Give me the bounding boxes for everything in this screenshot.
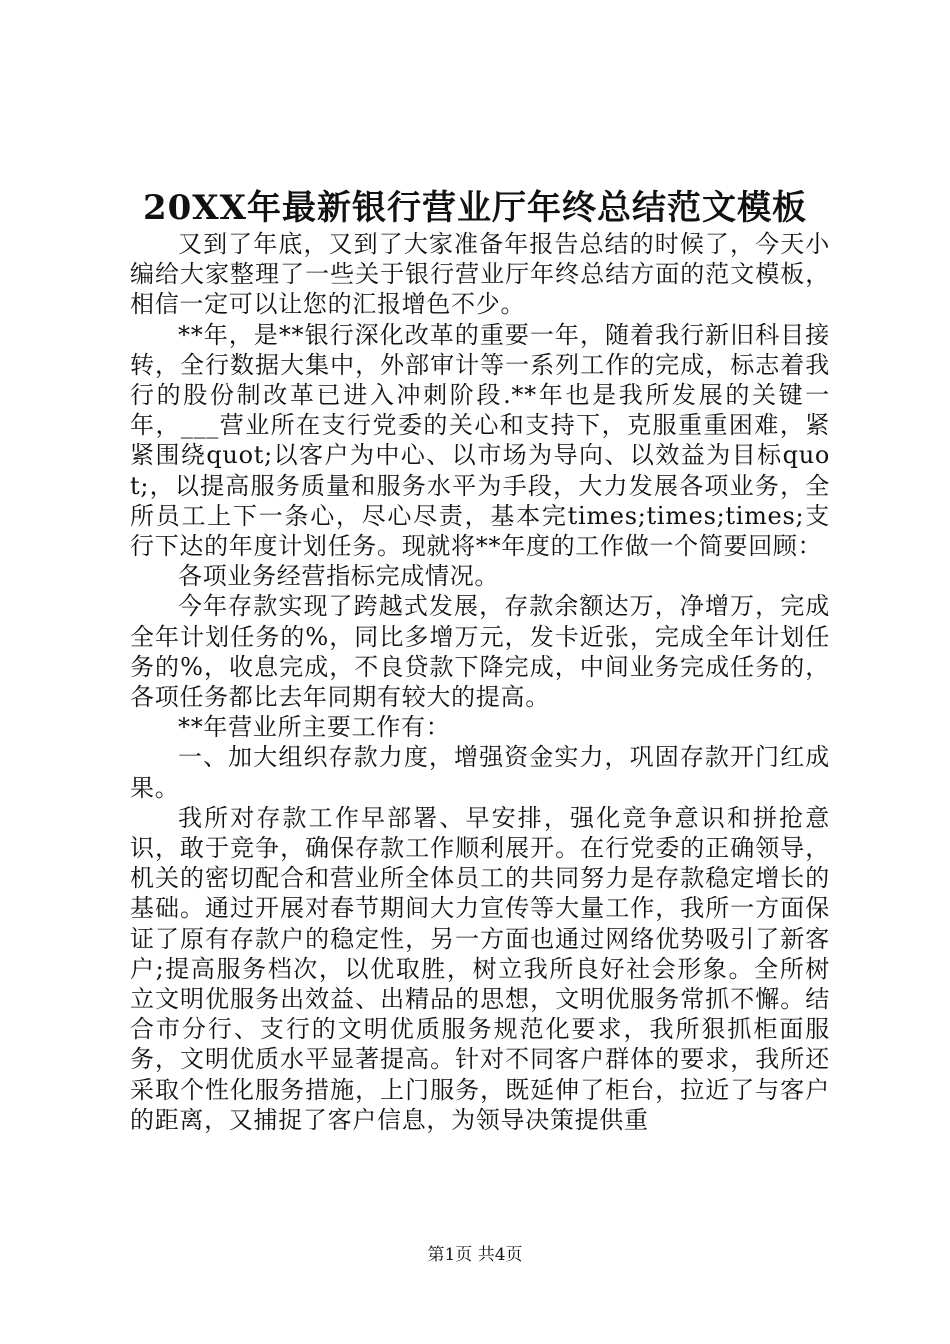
page-footer: 第1页 共4页 [427, 1245, 523, 1265]
paragraph-deposits: 今年存款实现了跨越式发展，存款余额达万，净增万，完成全年计划任务的%，同比多增万元，发卡近张，完成全年计划任务的%，收息完成，不良贷款下降完成，中间业务完成任务的，各项任务都比去年同期有较大的提高。 [130, 592, 830, 712]
paragraph-main-work-heading: **年营业所主要工作有： [178, 713, 451, 742]
paragraph-section-one-body: 我所对存款工作早部署、早安排，强化竞争意识和拼抢意识，敢于竞争，确保存款工作顺利展开。在行党委的正确领导，机关的密切配合和营业所全体员工的共同努力是存款稳定增长的基础。通过开展对春节期间大力宣传等大量工作，我所一方面保证了原有存款户的稳定性，另一方面也通过网络优势吸引了新客户;提高服务档次，以优取胜，树立我所良好社会形象。全所树立文明优服务出效益、出精品的思想，文明优服务常抓不懈。结合市分行、支行的文明优质服务规范化要求，我所狠抓柜面服务，文明优质水平显著提高。针对不同客户群体的要求，我所还采取个性化服务措施，上门服务，既延伸了柜台，拉近了与客户的距离，又捕捉了客户信息，为领导决策提供重 [130, 803, 830, 1134]
paragraph-indicators-heading: 各项业务经营指标完成情况。 [178, 562, 500, 591]
paragraph-section-one-heading: 一、加大组织存款力度，增强资金实力，巩固存款开门红成果。 [130, 743, 830, 802]
paragraph-intro: 又到了年底，又到了大家准备年报告总结的时候了，今天小编给大家整理了一些关于银行营业厅年终总结方面的范文模板，相信一定可以让您的汇报增色不少。 [130, 230, 830, 319]
paragraph-overview: **年，是**银行深化改革的重要一年，随着我行新旧科目接转，全行数据大集中，外部审计等一系列工作的完成，标志着我行的股份制改革已进入冲刺阶段.**年也是我所发展的关键一年，___营业所在支行党委的关心和支持下，克服重重困难，紧紧围绕quot;以客户为中心、以市场为导向、以效益为目标quot;，以提高服务质量和服务水平为手段，大力发展各项业务，全所员工上下一条心，尽心尽责，基本完times;times;times;支行下达的年度计划任务。现就将**年度的工作做一个简要回顾： [130, 320, 830, 561]
document-body [130, 229, 830, 1135]
document-title: 20XX年最新银行营业厅年终总结范文模板 [142, 188, 808, 228]
